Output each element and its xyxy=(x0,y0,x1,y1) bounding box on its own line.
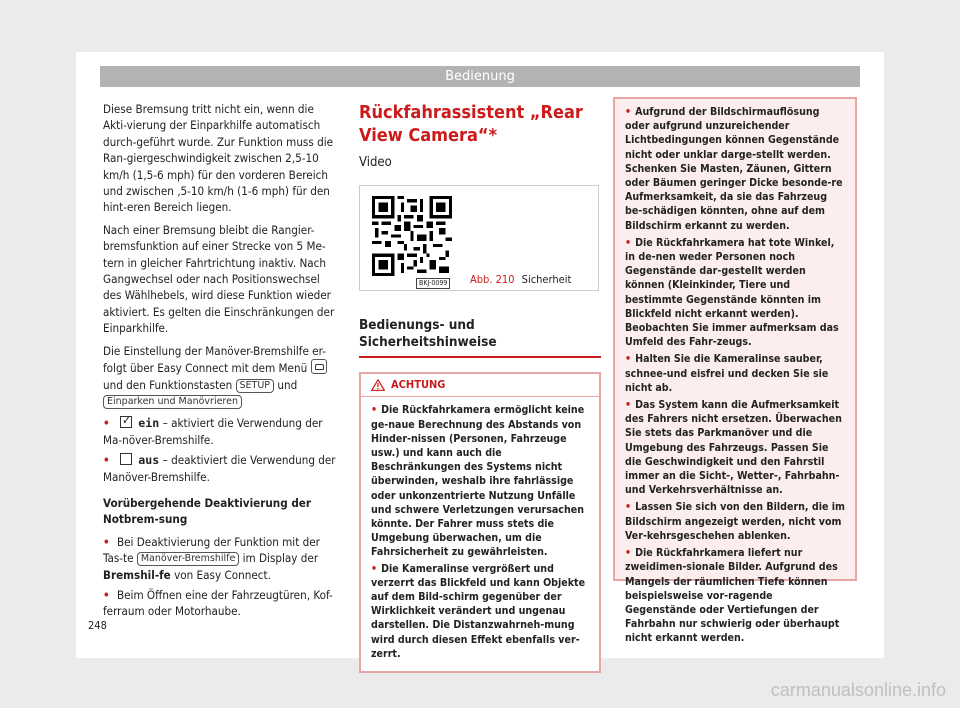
bullet-icon: • xyxy=(625,353,632,366)
warning-triangle-icon xyxy=(371,379,385,391)
qr-code-label: BKJ-0099 xyxy=(416,278,450,289)
figure xyxy=(359,185,599,291)
car-menu-icon xyxy=(311,359,327,374)
text: von Easy Connect. xyxy=(174,567,271,582)
warning-item xyxy=(625,236,845,350)
bullet-icon: • xyxy=(625,501,632,514)
warning-text: Lassen Sie sich von den Bildern, die im Bildschirm angezeigt werden, nicht vom Ver-kehrsgeschehen ablenken. xyxy=(625,501,845,542)
option-text: – deaktiviert die Verwendung der Manöver-Bremshilfe. xyxy=(103,453,336,484)
warning-item xyxy=(371,403,589,559)
option-code: aus xyxy=(138,453,160,468)
text: und den Funktionstasten xyxy=(103,377,233,392)
bullet-icon: • xyxy=(371,404,378,417)
bullet-icon: • xyxy=(103,587,110,602)
warning-item xyxy=(625,546,845,645)
text: und xyxy=(277,377,298,392)
list-item-on xyxy=(103,415,341,448)
section-title: Vorübergehende Deaktivierung der Notbrem-sung xyxy=(103,495,312,527)
option-code: ein xyxy=(138,416,160,431)
bullet-icon: • xyxy=(371,562,378,575)
right-column xyxy=(613,97,857,645)
warning-title: ACHTUNG xyxy=(391,378,446,392)
text: Beim Öffnen eine der Fahrzeugtüren, Kof-ferraum oder Motorhaube. xyxy=(103,587,333,619)
setup-key: SETUP xyxy=(236,379,275,393)
list-item-off xyxy=(103,452,341,485)
text: im Display der xyxy=(242,551,319,566)
figure-number: Abb. 210 xyxy=(470,273,515,287)
warning-box xyxy=(359,372,601,673)
section-heading: Bedienungs- und Sicherheitshinweise xyxy=(359,317,601,358)
warning-header xyxy=(361,374,599,397)
middle-column xyxy=(359,101,601,673)
unchecked-checkbox-icon xyxy=(120,453,132,465)
warning-text: Das System kann die Aufmerksamkeit des Fahrers nicht ersetzen. Überwachen Sie stets das Parkmanöver und die Umgebung des Fahrzeugs. Passen Sie die Geschwindigkeit und den Fahrstil immer an die Sicht-, Wetter-, Fahrbahn- und Verkehrsverhältnisse an. xyxy=(625,399,842,497)
figure-caption xyxy=(470,272,571,288)
list-item xyxy=(103,534,341,583)
checked-checkbox-icon xyxy=(120,416,132,428)
warning-item xyxy=(625,398,845,497)
warning-item xyxy=(625,105,845,233)
paragraph-settings xyxy=(103,343,341,410)
bullet-icon: • xyxy=(625,547,632,560)
warning-text: Die Rückfahrkamera liefert nur zweidimen-sionale Bilder. Aufgrund des Mangels der räumlichen Tiefe können beispielsweise vor-ragende Gegenstände oder Vertiefungen der Fahrbahn nur schwierig oder überhaupt nicht erkannt werden. xyxy=(625,547,840,645)
text: Die Einstellung der Manöver-Bremshilfe er-folgt über Easy Connect mit dem Menü xyxy=(103,343,326,376)
warning-text: Die Rückfahrkamera hat tote Winkel, in de-nen weder Personen noch Gegenstände dar-gestellt werden können (Kleinkinder, Tiere und bestimmte Gegenstände könnten im Blickfeld nicht erkannt werden). Beobachten Sie immer aufmerksam das Umfeld des Fahr-zeugs. xyxy=(625,236,839,349)
text: Bei Deaktivierung der Funktion mit der Tas-te xyxy=(103,534,320,566)
subtitle: Video xyxy=(359,155,392,170)
warning-item xyxy=(371,562,589,661)
parking-key: Einparken und Manövrieren xyxy=(103,395,242,409)
bold-text: Bremshil-fe xyxy=(103,567,171,582)
warning-text: Die Kameralinse vergrößert und verzerrt das Blickfeld und kann Objekte auf dem Bild-schirm gegenüber der Wirklichkeit verändert und ungenau darstellen. Die Distanzwahrneh-mung wird durch diesen Effekt ebenfalls ver-zerrt. xyxy=(371,562,586,660)
section-header: Bedienung xyxy=(100,66,860,87)
warning-text: Die Rückfahrkamera ermöglicht keine ge-naue Berechnung des Abstands von Hinder-nissen (Personen, Fahrzeuge usw.) und kann auch die Beschränkungen des Systems nicht überwinden, weshalb ihre fahrlässige oder unkonzentrierte Nutzung Unfälle und schwere Verletzungen verursachen könnte. Der Fahrer muss stets die Umgebung überwachen, um die Fahrsicherheit zu gewährleisten. xyxy=(371,404,585,559)
qr-code-icon[interactable] xyxy=(372,196,452,276)
bullet-icon: • xyxy=(103,453,110,468)
bullet-icon: • xyxy=(625,236,632,249)
bullet-icon: • xyxy=(103,416,110,431)
watermark[interactable]: carmanualsonline.info xyxy=(770,680,946,700)
warning-text: Halten Sie die Kameralinse sauber, schnee-und eisfrei und decken Sie sie nicht ab. xyxy=(625,353,829,394)
warning-body xyxy=(361,397,599,671)
paragraph: Diese Bremsung tritt nicht ein, wenn die Akti-vierung der Einparkhilfe automatisch durch-geführt wurde. Zur Funktion muss die Ran-giergeschwindigkeit zwischen 2,5-10 km/h (1,5-6 mph) für den vorderen Bereich und zwischen ‚5-10 km/h (1-6 mph) für den hint-eren Bereich liegen. xyxy=(103,102,334,215)
warning-item xyxy=(625,500,845,543)
left-column xyxy=(103,101,341,624)
warning-text: Aufgrund der Bildschirmauflösung oder aufgrund unzureichender Lichtbedingungen können Gegenstände nicht oder unklar darge-stellt werden. Schenken Sie Masten, Zäunen, Gittern oder Bäumen geringer Dicke besonde-re Aufmerksamkeit, da sie das Fahrzeug be-schädigen könnten, ohne auf dem Bildschirm erkannt zu werden. xyxy=(625,106,843,232)
bullet-icon: • xyxy=(625,106,632,118)
manoever-key: Manöver-Bremshilfe xyxy=(137,552,239,566)
warning-item xyxy=(625,352,845,395)
list-item xyxy=(103,587,341,620)
option-text: – aktiviert die Verwendung der Ma-növer-Bremshilfe. xyxy=(103,416,323,447)
paragraph: Nach einer Bremsung bleibt die Rangier-bremsfunktion auf einer Strecke von 5 Me-tern in gleicher Fahrtrichtung inaktiv. Nach Gangwechsel oder nach Positionswechsel des Wählhebels, wird diese Funktion wieder aktiviert. Es gelten die Einschränkungen der Einparkhilfe. xyxy=(103,222,335,336)
figure-caption-text: Sicherheit xyxy=(521,273,572,287)
warning-continued-box xyxy=(613,97,857,645)
page-title: Rückfahrassistent „Rear View Camera“* xyxy=(359,102,583,146)
page-number: 248 xyxy=(88,619,107,632)
bullet-icon: • xyxy=(625,399,632,412)
bullet-icon: • xyxy=(103,534,110,549)
